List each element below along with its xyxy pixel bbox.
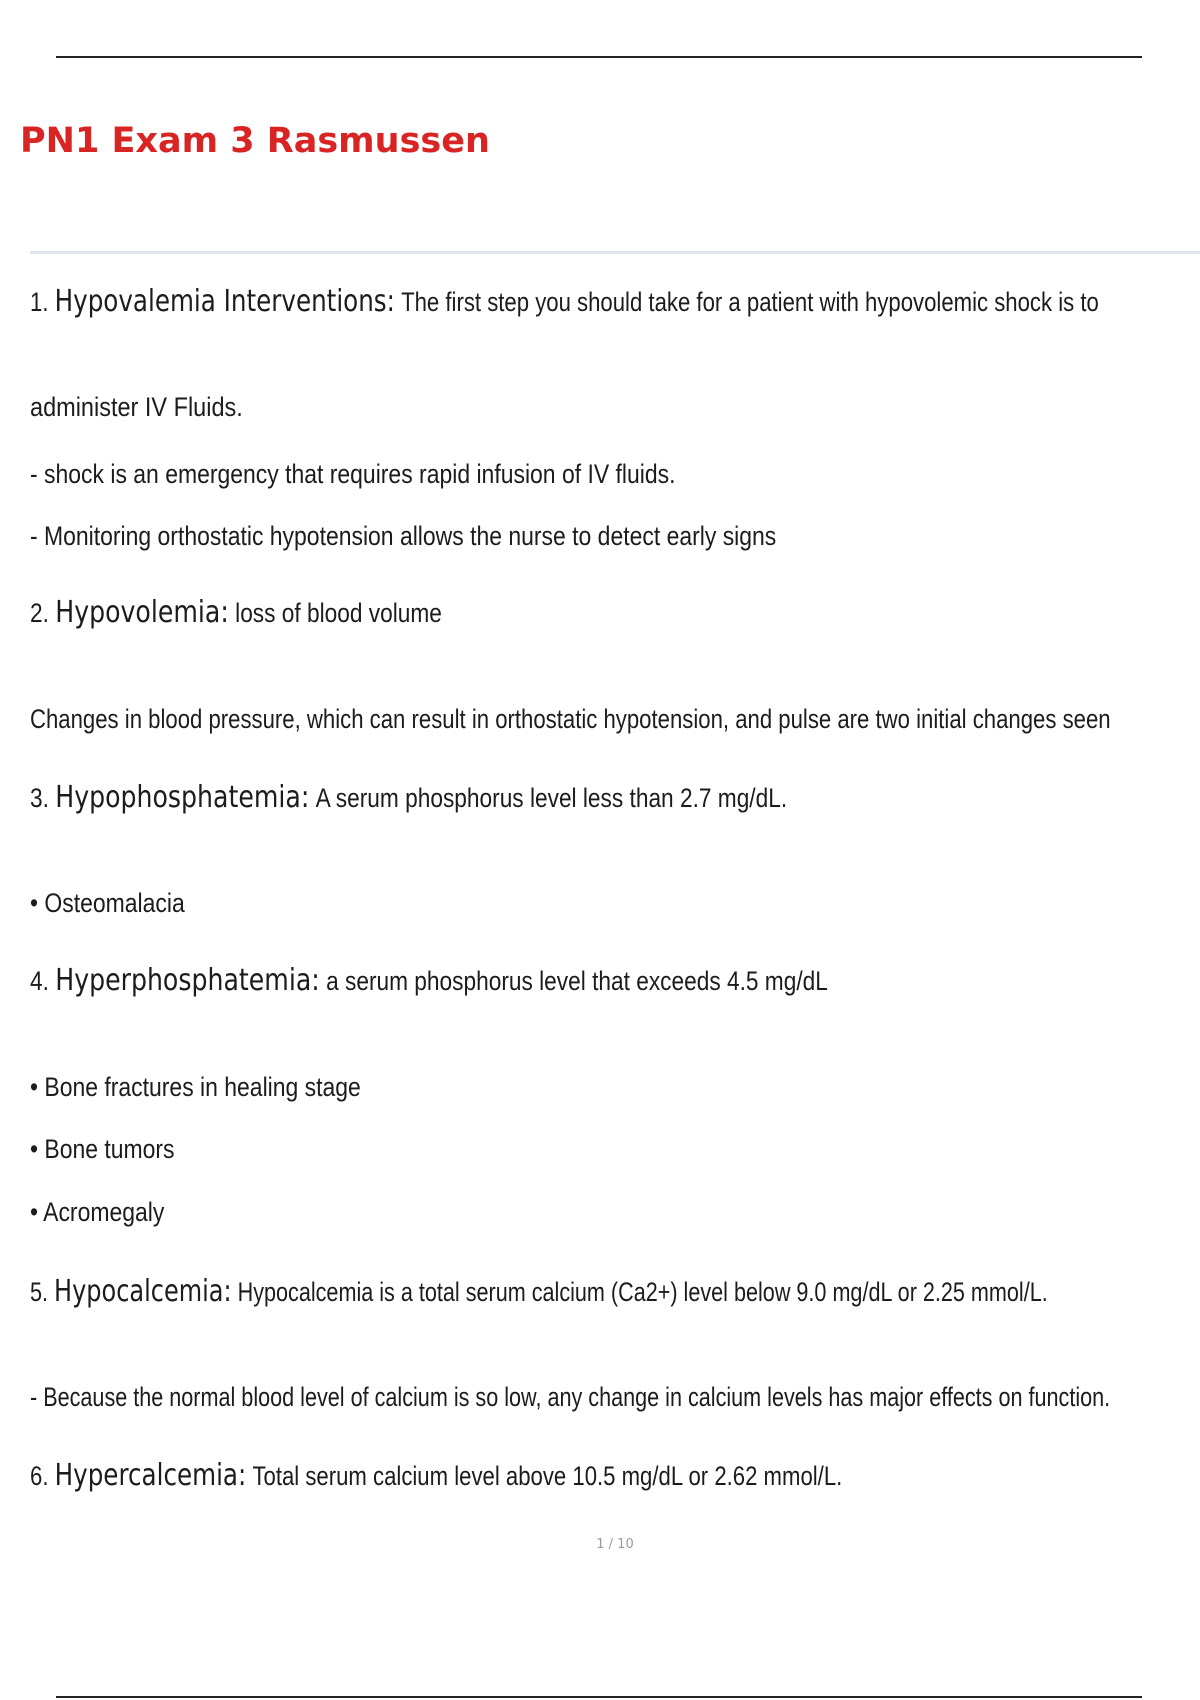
entry-6-heading-line: [30, 1458, 1021, 1494]
title-divider: [30, 251, 1200, 254]
entry-5-term: Hypocalcemia:: [54, 1274, 232, 1309]
entry-3-number: 3.: [30, 783, 49, 813]
entry-2-note-1: Changes in blood pressure, which can result in orthostatic hypotension, and pulse are two initial changes seen: [30, 704, 1111, 734]
entry-1-continuation-line: [30, 391, 275, 423]
entry-1-note-1: - shock is an emergency that requires rapid infusion of IV fluids.: [30, 459, 676, 489]
entry-1-heading-line: [30, 284, 1200, 320]
entry-2-definition: loss of blood volume: [235, 598, 442, 628]
entry-1-definition: The first step you should take for a patient with hypovolemic shock is to: [401, 287, 1099, 317]
entry-3-term: Hypophosphatemia:: [55, 780, 310, 815]
entry-1-term: Hypovalemia Interventions:: [54, 284, 395, 319]
entry-6-term: Hypercalcemia:: [54, 1458, 247, 1493]
page-bottom-rule: [56, 1696, 1142, 1698]
entry-3-definition: A serum phosphorus level less than 2.7 mg/dL.: [315, 783, 788, 813]
entry-2-term: Hypovolemia:: [55, 595, 229, 630]
page-top-rule: [56, 56, 1142, 58]
entry-2-heading-line: [30, 595, 520, 631]
entry-4-note-3: • Acromegaly: [30, 1197, 165, 1227]
entry-5-heading-line: [30, 1274, 1200, 1310]
entry-5-note-1: - Because the normal blood level of calcium is so low, any change in calcium levels has major effects on function.: [30, 1382, 1111, 1412]
entry-2-number: 2.: [30, 598, 49, 628]
entry-5-definition: Hypocalcemia is a total serum calcium (Ca2+) level below 9.0 mg/dL or 2.25 mmol/L.: [237, 1277, 1048, 1307]
page-indicator: 1 / 10: [596, 1537, 634, 1552]
entry-4-note-2: • Bone tumors: [30, 1134, 175, 1164]
entry-4-number: 4.: [30, 966, 49, 996]
entry-3-heading-line: [30, 780, 931, 816]
entry-4-note-1: • Bone fractures in healing stage: [30, 1072, 361, 1102]
entry-4-term: Hyperphosphatemia:: [55, 963, 320, 998]
entry-1-note-2: - Monitoring orthostatic hypotension allows the nurse to detect early signs: [30, 521, 777, 551]
entry-1-continuation: administer IV Fluids.: [30, 392, 243, 422]
entry-1-number: 1.: [30, 287, 49, 317]
entry-3-note-1: • Osteomalacia: [30, 888, 185, 918]
entry-4-definition: a serum phosphorus level that exceeds 4.5 mg/dL: [326, 966, 828, 996]
entry-6-definition: Total serum calcium level above 10.5 mg/dL or 2.62 mmol/L.: [252, 1461, 843, 1491]
entry-5-number: 5.: [30, 1277, 49, 1307]
document-title: PN1 Exam 3 Rasmussen: [20, 121, 490, 161]
entry-4-heading-line: [30, 963, 980, 999]
entry-6-number: 6.: [30, 1461, 49, 1491]
